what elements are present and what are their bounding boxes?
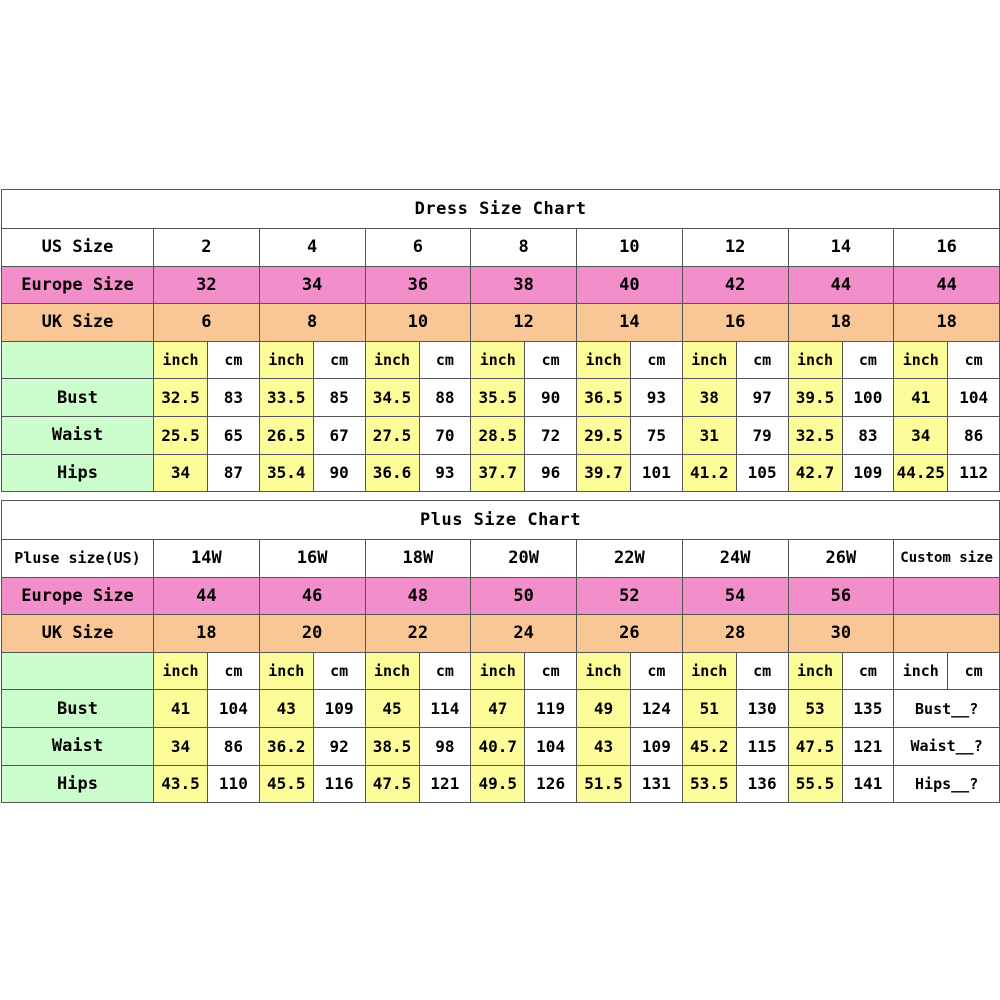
measure-label: Bust: [2, 690, 154, 728]
cm-unit-header: cm: [419, 652, 471, 690]
inch-value: 41: [894, 379, 948, 417]
uk-size-cell: 22: [365, 615, 471, 653]
cm-value: 109: [631, 727, 683, 765]
cm-unit-header: cm: [736, 652, 788, 690]
cm-value: 86: [208, 727, 260, 765]
inch-value: 43: [259, 690, 313, 728]
europe-size-cell: 52: [577, 577, 683, 615]
cm-unit-header: cm: [842, 341, 894, 379]
inch-value: 53: [788, 690, 842, 728]
inch-unit-header: inch: [682, 341, 736, 379]
us-size-cell: 10: [577, 229, 683, 267]
unit-row-label: [2, 341, 154, 379]
cm-value: 72: [525, 416, 577, 454]
dress-measure-row-bust: [2, 379, 1000, 417]
cm-unit-header: cm: [525, 652, 577, 690]
inch-value: 45.5: [259, 765, 313, 803]
inch-value: 28.5: [471, 416, 525, 454]
cm-value: 141: [842, 765, 894, 803]
inch-value: 43: [577, 727, 631, 765]
us-size-cell: 14: [788, 229, 894, 267]
inch-value: 34.5: [365, 379, 419, 417]
cm-value: 110: [208, 765, 260, 803]
inch-value: 38.5: [365, 727, 419, 765]
inch-value: 35.5: [471, 379, 525, 417]
europe-size-cell: 32: [154, 266, 260, 304]
europe-size-cell: 44: [894, 266, 1000, 304]
europe-size-cell: 46: [259, 577, 365, 615]
cm-value: 88: [419, 379, 471, 417]
inch-unit-header: inch: [365, 652, 419, 690]
custom-measure-cell: Bust__?: [894, 690, 1000, 728]
europe-size-cell: 56: [788, 577, 894, 615]
inch-value: 35.4: [259, 454, 313, 492]
dress-measure-row-hips: [2, 454, 1000, 492]
inch-unit-header: inch: [365, 341, 419, 379]
cm-value: 85: [313, 379, 365, 417]
cm-unit-header: cm: [948, 652, 1000, 690]
cm-value: 116: [313, 765, 365, 803]
plus-us-size-cell: 18W: [365, 540, 471, 578]
inch-unit-header: inch: [577, 652, 631, 690]
inch-value: 38: [682, 379, 736, 417]
inch-value: 49: [577, 690, 631, 728]
unit-row-label: [2, 652, 154, 690]
dress-chart-title: Dress Size Chart: [2, 190, 1000, 229]
cm-value: 126: [525, 765, 577, 803]
custom-measure-cell: Hips__?: [894, 765, 1000, 803]
plus-eu-size-row: [2, 577, 1000, 615]
cm-value: 105: [736, 454, 788, 492]
cm-value: 121: [419, 765, 471, 803]
europe-size-label: Europe Size: [2, 266, 154, 304]
inch-value: 51: [682, 690, 736, 728]
inch-value: 39.7: [577, 454, 631, 492]
inch-unit-header: inch: [471, 341, 525, 379]
uk-size-cell: 24: [471, 615, 577, 653]
cm-value: 135: [842, 690, 894, 728]
uk-size-cell: 18: [788, 304, 894, 342]
dress-unit-row: [2, 341, 1000, 379]
uk-size-label: UK Size: [2, 615, 154, 653]
custom-size-label: Custom size: [894, 540, 1000, 578]
dress-us-size-row: [2, 229, 1000, 267]
inch-value: 36.6: [365, 454, 419, 492]
cm-value: 100: [842, 379, 894, 417]
inch-value: 32.5: [788, 416, 842, 454]
inch-unit-header: inch: [259, 341, 313, 379]
us-size-cell: 12: [682, 229, 788, 267]
plus-us-size-row: [2, 540, 1000, 578]
plus-chart-title: Plus Size Chart: [2, 501, 1000, 540]
cm-unit-header: cm: [208, 652, 260, 690]
plus-measure-row-hips: [2, 765, 1000, 803]
uk-size-cell: 16: [682, 304, 788, 342]
uk-size-cell: 14: [577, 304, 683, 342]
plus-us-size-label: Pluse size(US): [2, 540, 154, 578]
cm-value: 109: [842, 454, 894, 492]
dress-measure-row-waist: [2, 416, 1000, 454]
cm-unit-header: cm: [842, 652, 894, 690]
inch-value: 39.5: [788, 379, 842, 417]
inch-value: 34: [154, 727, 208, 765]
measure-label: Hips: [2, 765, 154, 803]
cm-value: 112: [948, 454, 1000, 492]
cm-value: 114: [419, 690, 471, 728]
inch-value: 29.5: [577, 416, 631, 454]
uk-size-cell: 20: [259, 615, 365, 653]
inch-value: 36.5: [577, 379, 631, 417]
uk-size-cell: 10: [365, 304, 471, 342]
us-size-cell: 6: [365, 229, 471, 267]
inch-value: 45: [365, 690, 419, 728]
cm-unit-header: cm: [313, 341, 365, 379]
cm-unit-header: cm: [208, 341, 260, 379]
cm-value: 124: [631, 690, 683, 728]
cm-unit-header: cm: [631, 341, 683, 379]
plus-measure-row-waist: [2, 727, 1000, 765]
inch-value: 51.5: [577, 765, 631, 803]
cm-value: 83: [208, 379, 260, 417]
europe-size-cell: 48: [365, 577, 471, 615]
cm-value: 98: [419, 727, 471, 765]
inch-value: 32.5: [154, 379, 208, 417]
us-size-cell: 4: [259, 229, 365, 267]
dress-title-row: [2, 190, 1000, 229]
europe-size-cell: 50: [471, 577, 577, 615]
uk-size-cell: 30: [788, 615, 894, 653]
measure-label: Waist: [2, 727, 154, 765]
us-size-cell: 2: [154, 229, 260, 267]
inch-value: 41: [154, 690, 208, 728]
us-size-label: US Size: [2, 229, 154, 267]
cm-value: 101: [631, 454, 683, 492]
inch-unit-header: inch: [894, 652, 948, 690]
europe-size-cell: 38: [471, 266, 577, 304]
cm-value: 70: [419, 416, 471, 454]
inch-value: 41.2: [682, 454, 736, 492]
cm-value: 79: [736, 416, 788, 454]
measure-label: Waist: [2, 416, 154, 454]
inch-unit-header: inch: [788, 652, 842, 690]
custom-measure-cell: Waist__?: [894, 727, 1000, 765]
uk-size-cell: 18: [154, 615, 260, 653]
inch-unit-header: inch: [471, 652, 525, 690]
inch-value: 47.5: [788, 727, 842, 765]
us-size-cell: 16: [894, 229, 1000, 267]
europe-size-cell: 34: [259, 266, 365, 304]
inch-value: 31: [682, 416, 736, 454]
cm-value: 109: [313, 690, 365, 728]
cm-value: 65: [208, 416, 260, 454]
cm-unit-header: cm: [525, 341, 577, 379]
custom-europe-cell: [894, 577, 1000, 615]
cm-unit-header: cm: [631, 652, 683, 690]
plus-size-table: [1, 500, 1000, 803]
inch-unit-header: inch: [577, 341, 631, 379]
plus-uk-size-row: [2, 615, 1000, 653]
cm-value: 83: [842, 416, 894, 454]
cm-value: 93: [419, 454, 471, 492]
uk-size-label: UK Size: [2, 304, 154, 342]
cm-value: 136: [736, 765, 788, 803]
cm-value: 121: [842, 727, 894, 765]
europe-size-cell: 42: [682, 266, 788, 304]
cm-value: 96: [525, 454, 577, 492]
measure-label: Bust: [2, 379, 154, 417]
cm-value: 75: [631, 416, 683, 454]
inch-value: 47: [471, 690, 525, 728]
inch-value: 45.2: [682, 727, 736, 765]
inch-unit-header: inch: [259, 652, 313, 690]
plus-us-size-cell: 22W: [577, 540, 683, 578]
plus-measure-row-bust: [2, 690, 1000, 728]
cm-unit-header: cm: [313, 652, 365, 690]
inch-value: 26.5: [259, 416, 313, 454]
cm-unit-header: cm: [736, 341, 788, 379]
custom-uk-cell: [894, 615, 1000, 653]
cm-value: 115: [736, 727, 788, 765]
inch-value: 37.7: [471, 454, 525, 492]
dress-uk-size-row: [2, 304, 1000, 342]
europe-size-label: Europe Size: [2, 577, 154, 615]
inch-value: 47.5: [365, 765, 419, 803]
inch-unit-header: inch: [682, 652, 736, 690]
cm-value: 92: [313, 727, 365, 765]
plus-unit-row: [2, 652, 1000, 690]
uk-size-cell: 28: [682, 615, 788, 653]
inch-value: 44.25: [894, 454, 948, 492]
inch-value: 42.7: [788, 454, 842, 492]
cm-value: 90: [525, 379, 577, 417]
inch-unit-header: inch: [154, 341, 208, 379]
inch-unit-header: inch: [894, 341, 948, 379]
europe-size-cell: 44: [788, 266, 894, 304]
cm-unit-header: cm: [948, 341, 1000, 379]
uk-size-cell: 12: [471, 304, 577, 342]
cm-unit-header: cm: [419, 341, 471, 379]
europe-size-cell: 44: [154, 577, 260, 615]
cm-value: 86: [948, 416, 1000, 454]
cm-value: 97: [736, 379, 788, 417]
us-size-cell: 8: [471, 229, 577, 267]
plus-us-size-cell: 14W: [154, 540, 260, 578]
cm-value: 104: [948, 379, 1000, 417]
cm-value: 90: [313, 454, 365, 492]
plus-us-size-cell: 16W: [259, 540, 365, 578]
europe-size-cell: 36: [365, 266, 471, 304]
inch-value: 25.5: [154, 416, 208, 454]
plus-us-size-cell: 26W: [788, 540, 894, 578]
plus-us-size-cell: 24W: [682, 540, 788, 578]
inch-value: 49.5: [471, 765, 525, 803]
inch-value: 53.5: [682, 765, 736, 803]
measure-label: Hips: [2, 454, 154, 492]
uk-size-cell: 8: [259, 304, 365, 342]
inch-value: 36.2: [259, 727, 313, 765]
inch-unit-header: inch: [154, 652, 208, 690]
uk-size-cell: 6: [154, 304, 260, 342]
inch-unit-header: inch: [788, 341, 842, 379]
cm-value: 67: [313, 416, 365, 454]
europe-size-cell: 54: [682, 577, 788, 615]
inch-value: 33.5: [259, 379, 313, 417]
cm-value: 104: [525, 727, 577, 765]
cm-value: 130: [736, 690, 788, 728]
cm-value: 87: [208, 454, 260, 492]
inch-value: 43.5: [154, 765, 208, 803]
cm-value: 119: [525, 690, 577, 728]
plus-us-size-cell: 20W: [471, 540, 577, 578]
cm-value: 93: [631, 379, 683, 417]
dress-eu-size-row: [2, 266, 1000, 304]
inch-value: 40.7: [471, 727, 525, 765]
inch-value: 34: [154, 454, 208, 492]
inch-value: 27.5: [365, 416, 419, 454]
cm-value: 104: [208, 690, 260, 728]
cm-value: 131: [631, 765, 683, 803]
europe-size-cell: 40: [577, 266, 683, 304]
inch-value: 34: [894, 416, 948, 454]
plus-title-row: [2, 501, 1000, 540]
uk-size-cell: 26: [577, 615, 683, 653]
dress-size-table: [1, 189, 1000, 492]
inch-value: 55.5: [788, 765, 842, 803]
uk-size-cell: 18: [894, 304, 1000, 342]
